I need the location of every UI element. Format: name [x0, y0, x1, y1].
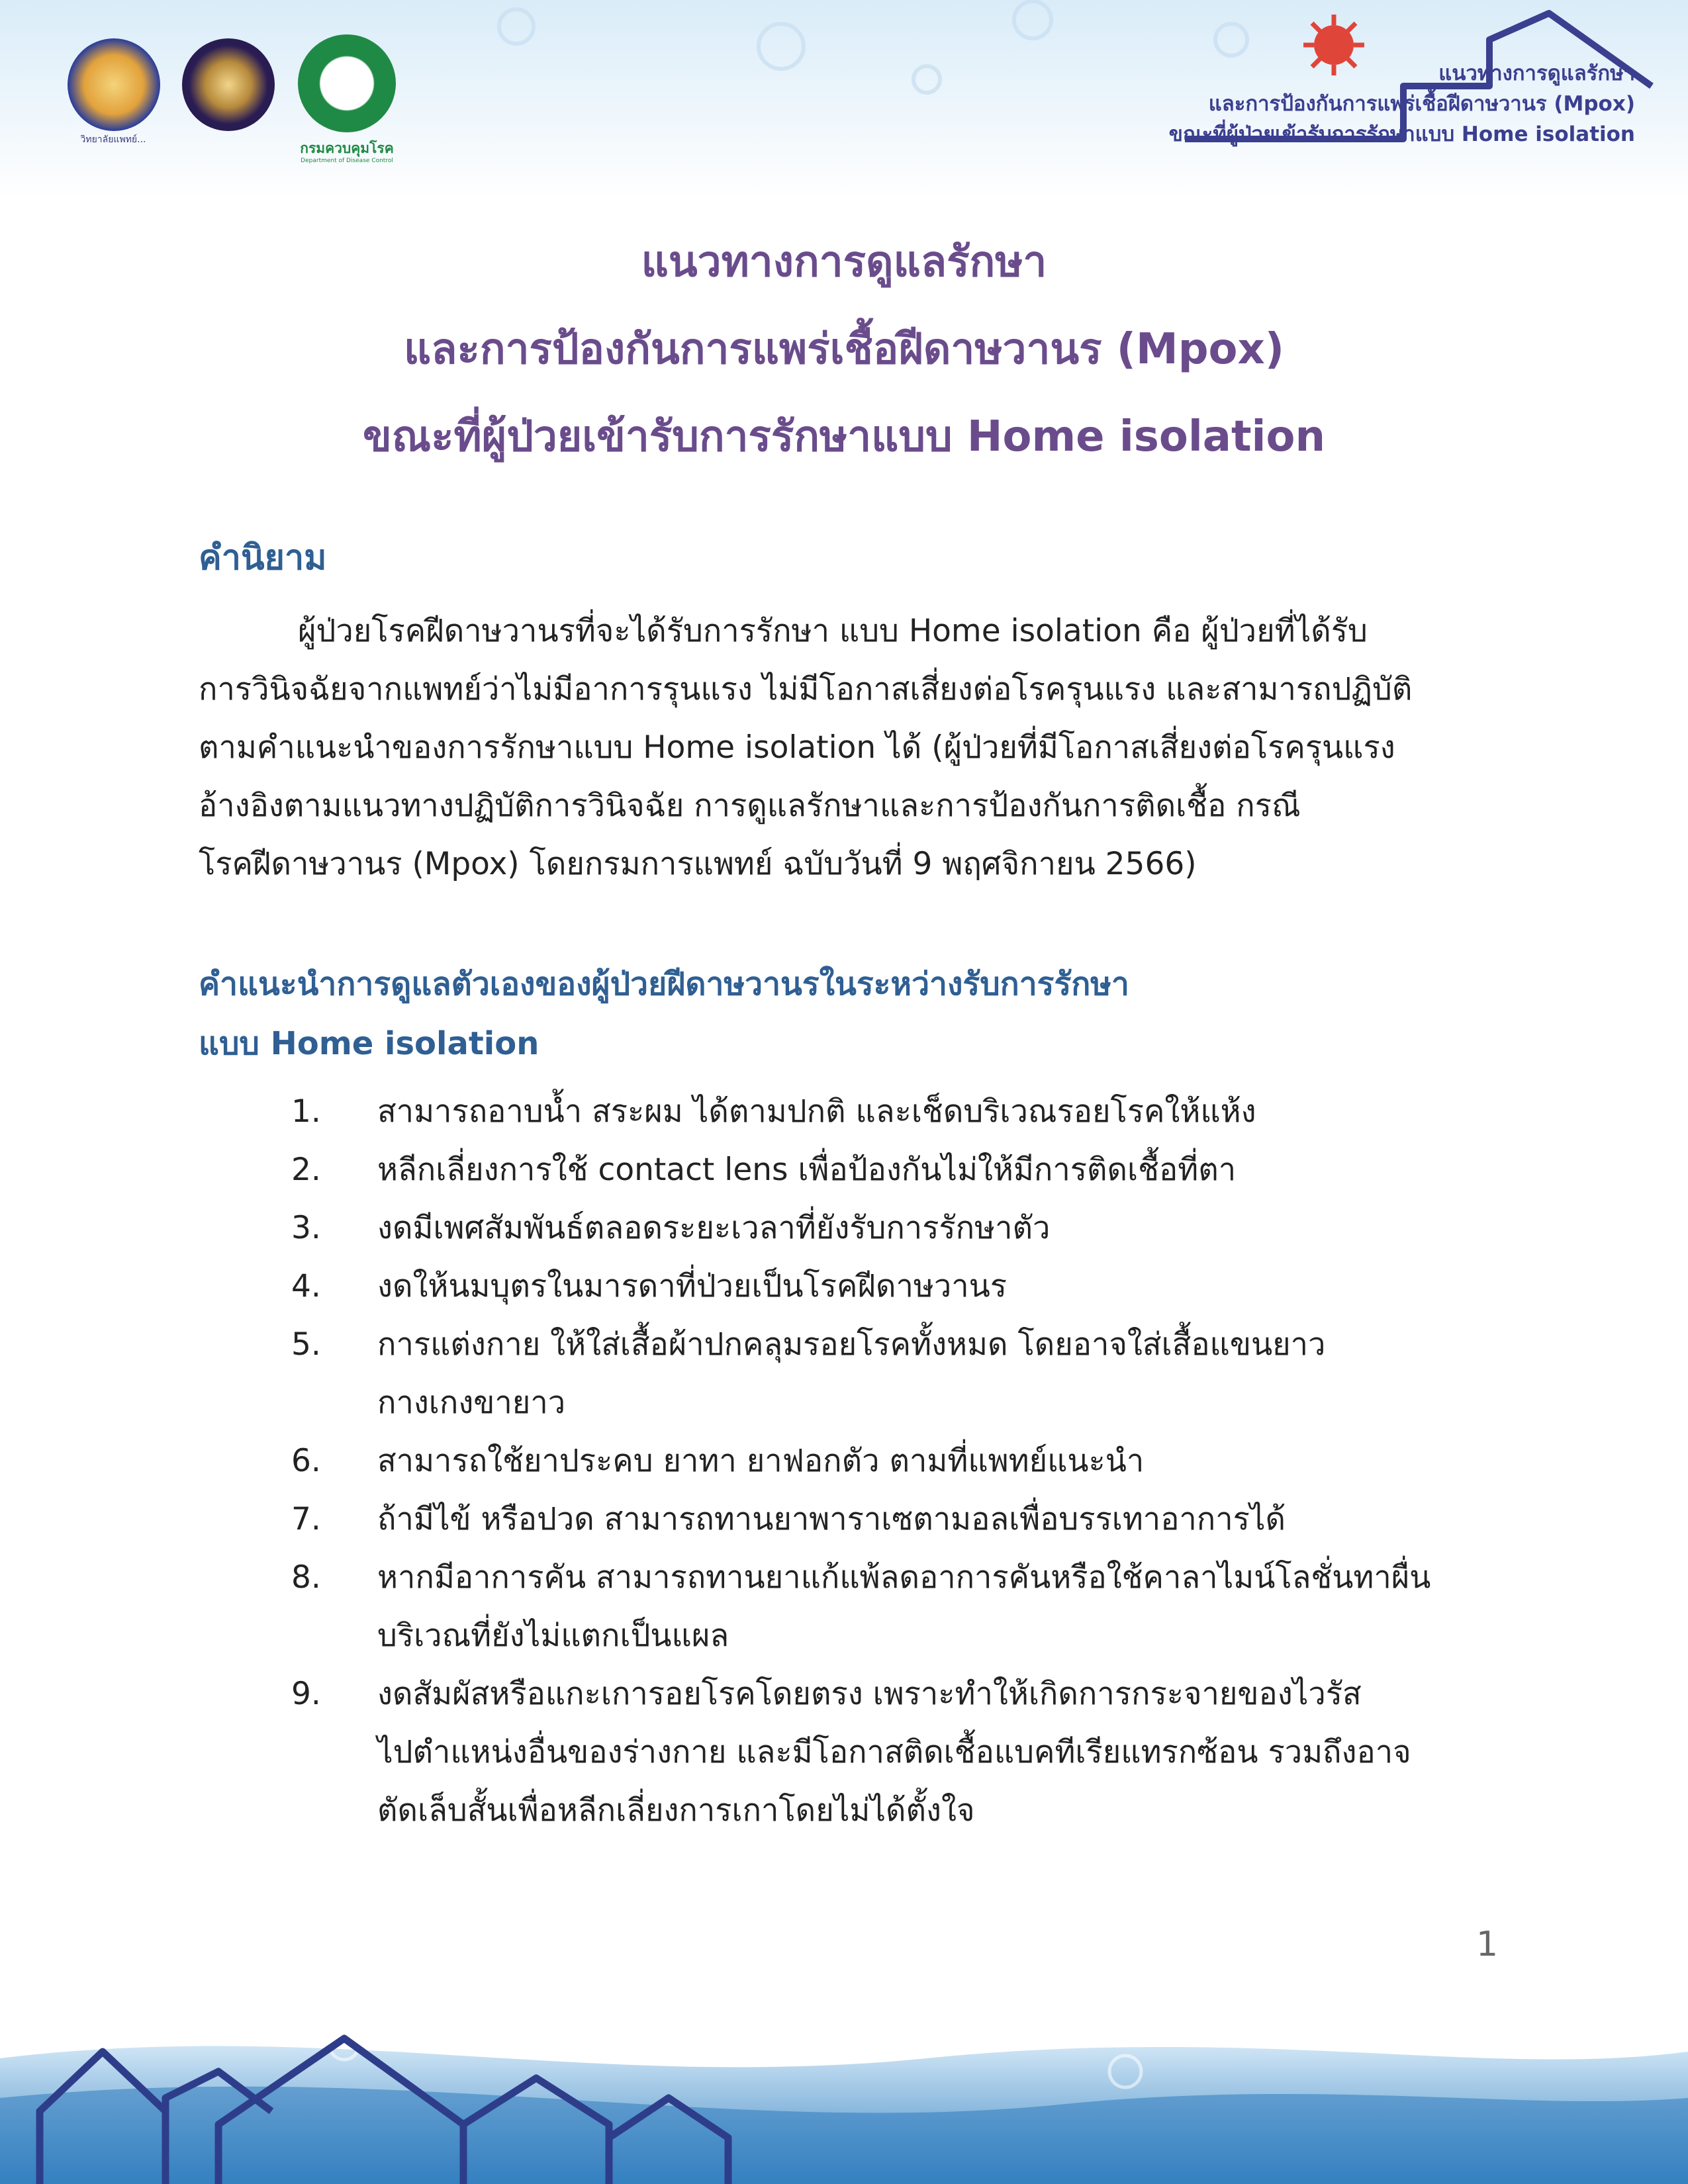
list-item [291, 1316, 1509, 1432]
list-item [291, 1199, 1509, 1257]
item-number: 7. [291, 1501, 321, 1537]
item-line: งดมีเพศสัมพันธ์ตลอดระยะเวลาที่ยังรับการรักษาตัว [377, 1210, 1051, 1246]
logo-caption: วิทยาลัยแพทย์... [80, 134, 146, 145]
item-number: 5. [291, 1326, 321, 1363]
item-text [377, 1257, 1509, 1316]
paragraph-line: ผู้ป่วยโรคฝีดาษวานรที่จะได้รับการรักษา แบบ Home isolation คือ ผู้ป่วยที่ได้รับ [298, 613, 1368, 649]
title-line: และการป้องกันการแพร่เชื้อฝีดาษวานร (Mpox) [403, 325, 1285, 374]
item-number: 3. [291, 1210, 321, 1246]
item-line: ไปตำแหน่งอื่นของร่างกาย และมีโอกาสติดเชื้อแบคทีเรียแทรกซ้อน รวมถึงอาจ [377, 1734, 1411, 1770]
item-line: บริเวณที่ยังไม่แตกเป็นแผล [377, 1617, 729, 1654]
paragraph-line: อ้างอิงตามแนวทางปฏิบัติการวินิจฉัย การดูแลรักษาและการป้องกันการติดเชื้อ กรณี [199, 788, 1301, 824]
item-line: สามารถใช้ยาประคบ ยาทา ยาฟอกตัว ตามที่แพทย์แนะนำ [377, 1443, 1145, 1479]
page-number: 1 [1476, 1925, 1499, 1964]
advice-heading-line: คำแนะนำการดูแลตัวเองของผู้ป่วยฝีดาษวานรในระหว่างรับการรักษา [199, 966, 1129, 1003]
item-number: 9. [291, 1676, 321, 1712]
ddc-sub-caption: Department of Disease Control [301, 158, 393, 164]
definition-heading: คำนิยาม [199, 538, 327, 578]
item-line: งดสัมผัสหรือแกะเการอยโรคโดยตรง เพราะทำให้เกิดการกระจายของไวรัส [377, 1676, 1362, 1712]
item-line: หลีกเลี่ยงการใช้ contact lens เพื่อป้องกันไม่ให้มีการติดเชื้อที่ตา [377, 1152, 1237, 1188]
list-item [291, 1141, 1509, 1199]
header-title-line: และการป้องกันการแพร่เชื้อฝีดาษวานร (Mpox) [1208, 92, 1635, 116]
item-text [377, 1432, 1509, 1490]
item-line: กางเกงขายาว [377, 1385, 566, 1421]
thai-medical-assoc-logo [68, 38, 160, 131]
title-line: ขณะที่ผู้ป่วยเข้ารับการรักษาแบบ Home isolation [363, 412, 1325, 461]
item-text [377, 1083, 1509, 1141]
paragraph-line: ตามคำแนะนำของการรักษาแบบ Home isolation ได้ (ผู้ป่วยที่มีโอกาสเสี่ยงต่อโรครุนแรง [199, 729, 1395, 766]
title-line: แนวทางการดูแลรักษา [641, 238, 1047, 287]
ddc-caption: กรมควบคุมโรค [300, 140, 394, 156]
advice-heading-line: แบบ Home isolation [199, 1025, 539, 1062]
list-item [291, 1549, 1509, 1665]
paragraph-line: การวินิจฉัยจากแพทย์ว่าไม่มีอาการรุนแรง ไม่มีโอกาสเสี่ยงต่อโรครุนแรง และสามารถปฏิบัติ [199, 671, 1413, 707]
item-text [377, 1141, 1509, 1199]
item-line: งดให้นมบุตรในมารดาที่ป่วยเป็นโรคฝีดาษวานร [377, 1268, 1008, 1304]
item-number: 2. [291, 1152, 321, 1188]
item-text [377, 1665, 1509, 1840]
medical-council-logo [182, 38, 275, 131]
list-item [291, 1665, 1509, 1840]
list-item [291, 1490, 1509, 1549]
item-number: 1. [291, 1093, 321, 1130]
ministry-public-health-logo [298, 34, 396, 132]
item-line: ถ้ามีไข้ หรือปวด สามารถทานยาพาราเซตามอลเพื่อบรรเทาอาการได้ [377, 1501, 1286, 1537]
document-title [0, 218, 1688, 480]
item-text [377, 1316, 1509, 1432]
item-text [377, 1199, 1509, 1257]
advice-heading [199, 954, 1129, 1073]
item-line: ตัดเล็บสั้นเพื่อหลีกเลี่ยงการเกาโดยไม่ได้ตั้งใจ [377, 1792, 975, 1829]
header-title-line: ขณะที่ผู้ป่วยเข้ารับการรักษาแบบ Home isolation [1168, 122, 1635, 146]
footer-decoration [0, 1999, 1688, 2184]
item-text [377, 1490, 1509, 1549]
list-item [291, 1083, 1509, 1141]
header-title-line: แนวทางการดูแลรักษา [1438, 62, 1635, 85]
advice-list [291, 1083, 1509, 1840]
definition-paragraph [199, 602, 1506, 893]
paragraph-line: โรคฝีดาษวานร (Mpox) โดยกรมการแพทย์ ฉบับวันที่ 9 พฤศจิกายน 2566) [199, 846, 1197, 882]
item-number: 4. [291, 1268, 321, 1304]
item-text [377, 1549, 1509, 1665]
item-number: 8. [291, 1559, 321, 1596]
item-line: หากมีอาการคัน สามารถทานยาแก้แพ้ลดอาการคันหรือใช้คาลาไมน์โลชั่นทาผื่น [377, 1559, 1431, 1596]
list-item [291, 1432, 1509, 1490]
list-item [291, 1257, 1509, 1316]
header-title [1169, 58, 1635, 150]
item-line: การแต่งกาย ให้ใส่เสื้อผ้าปกคลุมรอยโรคทั้งหมด โดยอาจใส่เสื้อแขนยาว [377, 1326, 1326, 1363]
item-line: สามารถอาบน้ำ สระผม ได้ตามปกติ และเช็ดบริเวณรอยโรคให้แห้ง [377, 1093, 1256, 1130]
item-number: 6. [291, 1443, 321, 1479]
